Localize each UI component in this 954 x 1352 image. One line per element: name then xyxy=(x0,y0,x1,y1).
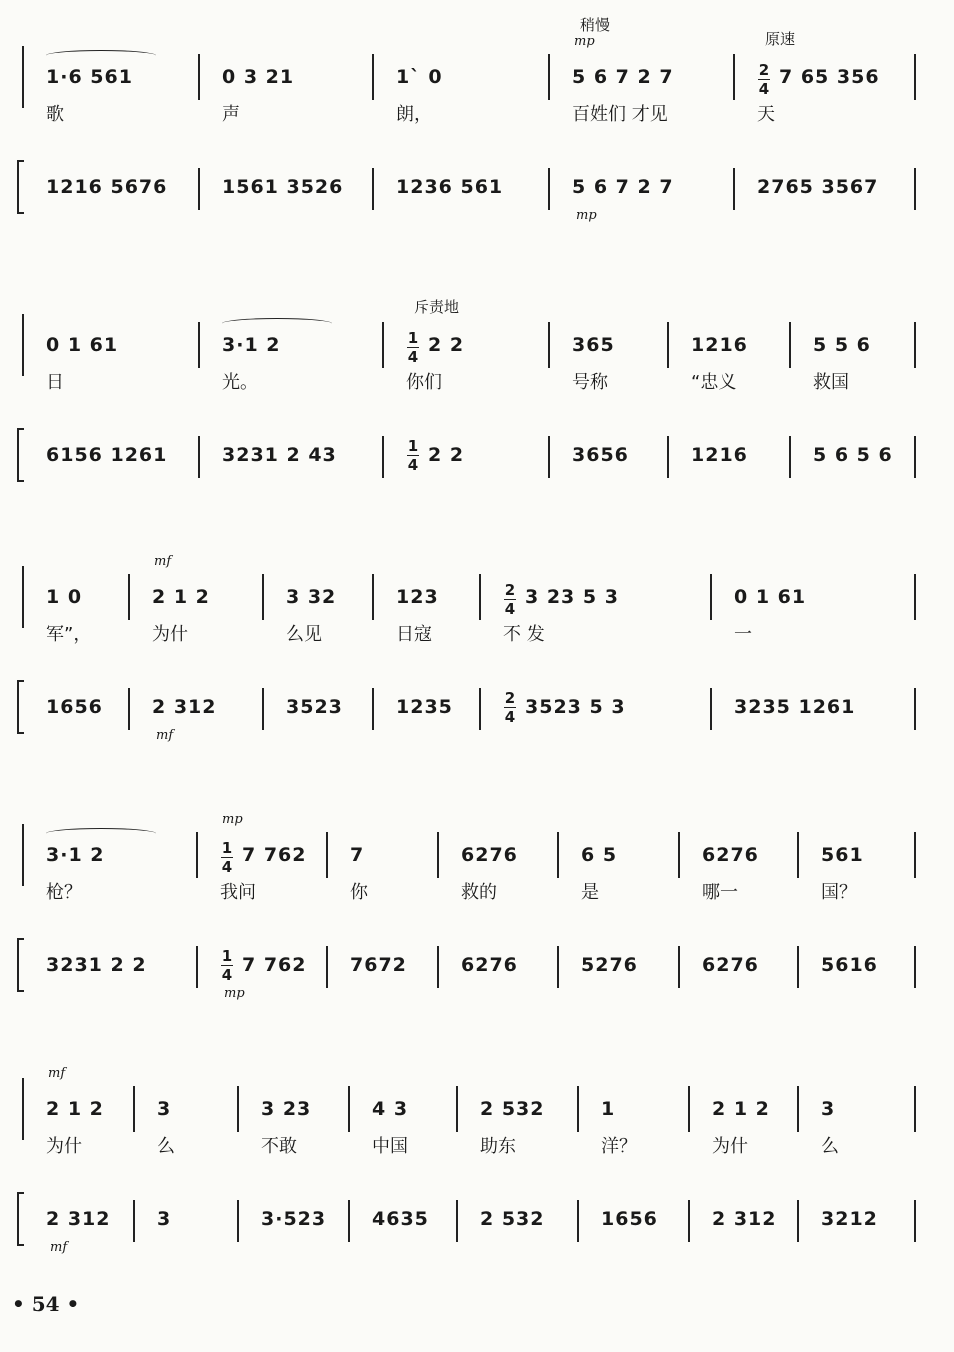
time-signature: 1 4 xyxy=(221,947,233,984)
voice-notes: 6276 xyxy=(702,844,759,866)
time-signature: 1 4 xyxy=(407,329,419,366)
accompaniment-notes: 3523 xyxy=(286,696,343,718)
dynamic-marking: mp xyxy=(576,208,597,223)
voice-notes: 6 5 xyxy=(581,844,618,866)
lyric: 哪一 xyxy=(702,882,738,903)
barline xyxy=(437,832,439,878)
voice-notes: 0 1 61 xyxy=(46,334,119,356)
accompaniment-notes: 5 6 5 6 xyxy=(813,444,893,466)
slur xyxy=(46,50,156,61)
barline xyxy=(237,1200,239,1242)
barline xyxy=(372,168,374,210)
accompaniment-notes: 3 xyxy=(157,1208,172,1230)
barline xyxy=(548,54,550,100)
time-signature: 1 4 xyxy=(221,839,233,876)
barline xyxy=(133,1086,135,1132)
barline xyxy=(382,436,384,478)
barline xyxy=(557,946,559,988)
barline xyxy=(348,1200,350,1242)
voice-notes: 3 23 5 3 xyxy=(525,586,619,608)
staff-system xyxy=(0,298,954,518)
lyric: 枪？ xyxy=(46,882,82,903)
voice-notes: 3 23 xyxy=(261,1098,312,1120)
accompaniment-notes: 2 312 xyxy=(46,1208,111,1230)
voice-notes: 123 xyxy=(396,586,439,608)
lyric: 我问 xyxy=(220,882,256,903)
barline xyxy=(326,946,328,988)
lyric: 光。 xyxy=(222,372,258,393)
barline xyxy=(914,688,916,730)
barline xyxy=(688,1200,690,1242)
voice-notes: 561 xyxy=(821,844,864,866)
barline xyxy=(789,436,791,478)
barline xyxy=(710,688,712,730)
barline xyxy=(372,54,374,100)
barline xyxy=(577,1086,579,1132)
barline xyxy=(198,322,200,368)
lyric: 救的 xyxy=(461,882,497,903)
barline xyxy=(237,1086,239,1132)
voice-staff-start-line xyxy=(22,314,24,376)
accompaniment-notes: 2 312 xyxy=(152,696,217,718)
dynamic-marking: mf xyxy=(154,554,172,569)
page-number: • 54 • xyxy=(12,1292,80,1316)
lyric: 助东 xyxy=(480,1136,516,1157)
tempo-marking: 原速 xyxy=(765,30,796,48)
voice-notes: 3 32 xyxy=(286,586,337,608)
voice-notes: 1 0 xyxy=(46,586,83,608)
time-signature: 1 4 xyxy=(407,437,419,474)
voice-staff-start-line xyxy=(22,824,24,886)
accompaniment-bracket xyxy=(17,428,24,482)
accompaniment-notes: 2 312 xyxy=(712,1208,777,1230)
lyric: 百姓们 才见 xyxy=(572,104,668,125)
lyric: 国？ xyxy=(821,882,857,903)
lyric: 为什 xyxy=(712,1136,748,1157)
lyric: 日寇 xyxy=(396,624,432,645)
barline xyxy=(456,1086,458,1132)
barline xyxy=(797,832,799,878)
accompaniment-notes: 7672 xyxy=(350,954,407,976)
accompaniment-bracket xyxy=(17,160,24,214)
voice-notes: 5 5 6 xyxy=(813,334,871,356)
lyric: 军”， xyxy=(46,624,92,645)
barline xyxy=(548,436,550,478)
accompaniment-notes: 6156 1261 xyxy=(46,444,168,466)
accompaniment-notes: 6276 xyxy=(461,954,518,976)
lyric: 你 xyxy=(350,882,368,903)
accompaniment-notes: 3231 2 2 xyxy=(46,954,147,976)
accompaniment-notes: 2765 3567 xyxy=(757,176,879,198)
lyric: 日 xyxy=(46,372,64,393)
dynamic-marking: mf xyxy=(48,1066,66,1081)
barline xyxy=(196,832,198,878)
tempo-marking: 稍慢 xyxy=(580,16,611,34)
barline xyxy=(733,168,735,210)
voice-notes: 1` 0 xyxy=(396,66,443,88)
lyric: 为什 xyxy=(152,624,188,645)
voice-notes: 3 xyxy=(157,1098,172,1120)
voice-notes: 7 762 xyxy=(242,844,307,866)
barline xyxy=(372,688,374,730)
barline xyxy=(196,946,198,988)
barline xyxy=(667,436,669,478)
lyric: 一 xyxy=(734,624,752,645)
voice-notes: 0 1 61 xyxy=(734,586,807,608)
lyric: 洋？ xyxy=(601,1136,637,1157)
lyric: 不 发 xyxy=(503,624,545,645)
lyric: 不敢 xyxy=(261,1136,297,1157)
accompaniment-notes: 1561 3526 xyxy=(222,176,344,198)
voice-notes: 5 6 7 2 7 xyxy=(572,66,674,88)
time-signature: 2 4 xyxy=(504,581,516,618)
dynamic-marking: mp xyxy=(224,986,245,1001)
barline xyxy=(577,1200,579,1242)
lyric: “忠义 xyxy=(691,372,737,393)
lyric: 为什 xyxy=(46,1136,82,1157)
barline xyxy=(557,832,559,878)
accompaniment-notes: 1235 xyxy=(396,696,453,718)
barline xyxy=(262,574,264,620)
voice-notes: 3·1 2 xyxy=(46,844,105,866)
barline xyxy=(914,54,916,100)
voice-notes: 1 xyxy=(601,1098,616,1120)
voice-notes: 1·6 561 xyxy=(46,66,133,88)
staff-system xyxy=(0,554,954,770)
lyric: 号称 xyxy=(572,372,608,393)
accompaniment-notes: 7 762 xyxy=(242,954,307,976)
tempo-marking: 斥责地 xyxy=(414,298,460,316)
barline xyxy=(262,688,264,730)
barline xyxy=(733,54,735,100)
accompaniment-notes: 3235 1261 xyxy=(734,696,856,718)
barline xyxy=(710,574,712,620)
lyric: 么见 xyxy=(286,624,322,645)
barline xyxy=(348,1086,350,1132)
voice-staff-start-line xyxy=(22,1078,24,1140)
barline xyxy=(678,946,680,988)
barline xyxy=(382,322,384,368)
barline xyxy=(914,1200,916,1242)
barline xyxy=(797,1200,799,1242)
voice-notes: 2 1 2 xyxy=(46,1098,104,1120)
time-signature: 2 4 xyxy=(758,61,770,98)
barline xyxy=(797,1086,799,1132)
voice-notes: 2 2 xyxy=(428,334,465,356)
accompaniment-bracket xyxy=(17,680,24,734)
barline xyxy=(678,832,680,878)
barline xyxy=(688,1086,690,1132)
voice-notes: 2 1 2 xyxy=(152,586,210,608)
barline xyxy=(914,946,916,988)
voice-notes: 3·1 2 xyxy=(222,334,281,356)
barline xyxy=(667,322,669,368)
accompaniment-notes: 1656 xyxy=(46,696,103,718)
lyric: 歌 xyxy=(46,104,64,125)
barline xyxy=(548,322,550,368)
lyric: 么 xyxy=(821,1136,839,1157)
barline xyxy=(789,322,791,368)
voice-notes: 1216 xyxy=(691,334,748,356)
voice-staff-start-line xyxy=(22,46,24,108)
staff-system xyxy=(0,1066,954,1282)
accompaniment-bracket xyxy=(17,1192,24,1246)
lyric: 中国 xyxy=(372,1136,408,1157)
barline xyxy=(128,574,130,620)
staff-system xyxy=(0,812,954,1028)
voice-notes: 4 3 xyxy=(372,1098,409,1120)
barline xyxy=(128,688,130,730)
voice-notes: 6276 xyxy=(461,844,518,866)
accompaniment-notes: 1216 5676 xyxy=(46,176,168,198)
accompaniment-notes: 3523 5 3 xyxy=(525,696,626,718)
voice-notes: 7 65 356 xyxy=(779,66,880,88)
barline xyxy=(914,168,916,210)
barline xyxy=(326,832,328,878)
barline xyxy=(198,168,200,210)
accompaniment-bracket xyxy=(17,938,24,992)
slur xyxy=(46,828,156,839)
accompaniment-notes: 3231 2 43 xyxy=(222,444,337,466)
barline xyxy=(914,574,916,620)
accompaniment-notes: 5 6 7 2 7 xyxy=(572,176,674,198)
dynamic-marking: mf xyxy=(156,728,174,743)
barline xyxy=(456,1200,458,1242)
accompaniment-notes: 1656 xyxy=(601,1208,658,1230)
barline xyxy=(437,946,439,988)
accompaniment-notes: 1236 561 xyxy=(396,176,504,198)
barline xyxy=(372,574,374,620)
accompaniment-notes: 2 2 xyxy=(428,444,465,466)
barline xyxy=(198,54,200,100)
barline xyxy=(548,168,550,210)
accompaniment-notes: 3656 xyxy=(572,444,629,466)
lyric: 么 xyxy=(157,1136,175,1157)
lyric: 朗， xyxy=(396,104,432,125)
slur xyxy=(222,318,332,329)
lyric: 是 xyxy=(581,882,599,903)
barline xyxy=(914,436,916,478)
accompaniment-notes: 2 532 xyxy=(480,1208,545,1230)
accompaniment-notes: 4635 xyxy=(372,1208,429,1230)
voice-notes: 3 xyxy=(821,1098,836,1120)
lyric: 天 xyxy=(757,104,775,125)
accompaniment-notes: 1216 xyxy=(691,444,748,466)
barline xyxy=(797,946,799,988)
time-signature: 2 4 xyxy=(504,689,516,726)
voice-notes: 2 1 2 xyxy=(712,1098,770,1120)
voice-notes: 2 532 xyxy=(480,1098,545,1120)
lyric: 你们 xyxy=(406,372,442,393)
barline xyxy=(479,688,481,730)
accompaniment-notes: 3212 xyxy=(821,1208,878,1230)
barline xyxy=(479,574,481,620)
voice-notes: 0 3 21 xyxy=(222,66,295,88)
accompaniment-notes: 6276 xyxy=(702,954,759,976)
voice-notes: 365 xyxy=(572,334,615,356)
accompaniment-notes: 5616 xyxy=(821,954,878,976)
lyric: 声 xyxy=(222,104,240,125)
dynamic-marking: mp xyxy=(222,812,243,827)
barline xyxy=(133,1200,135,1242)
voice-staff-start-line xyxy=(22,566,24,628)
barline xyxy=(914,832,916,878)
staff-system xyxy=(0,16,954,250)
barline xyxy=(198,436,200,478)
accompaniment-notes: 3·523 xyxy=(261,1208,327,1230)
accompaniment-notes: 5276 xyxy=(581,954,638,976)
dynamic-marking: mp xyxy=(574,34,595,49)
lyric: 救国 xyxy=(813,372,849,393)
dynamic-marking: mf xyxy=(50,1240,68,1255)
barline xyxy=(914,1086,916,1132)
barline xyxy=(914,322,916,368)
voice-notes: 7 xyxy=(350,844,365,866)
